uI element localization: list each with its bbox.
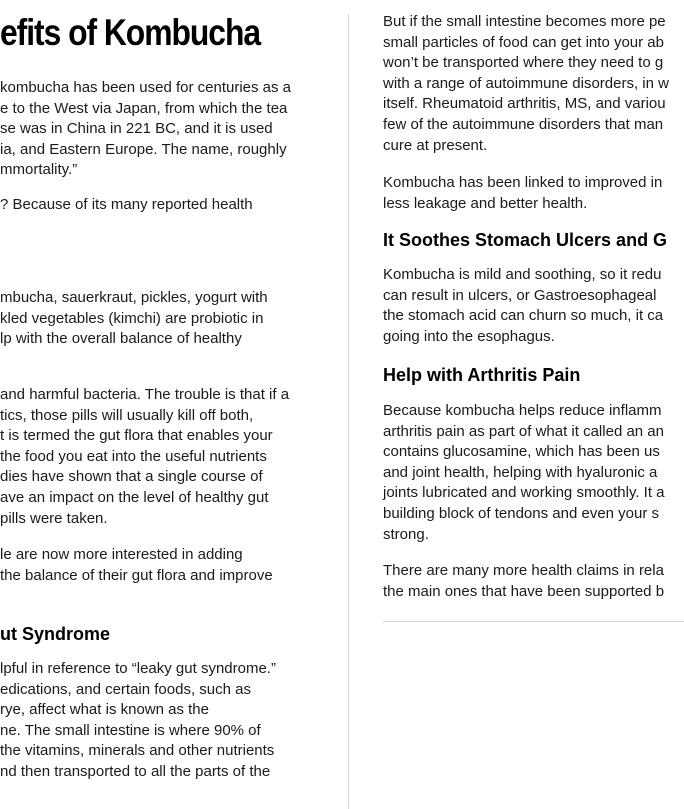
text-line: ave an impact on the level of healthy gut: [0, 488, 269, 506]
text-line: building block of tendons and even your s: [383, 504, 660, 522]
text-line: won’t be transported where they need to g: [383, 54, 664, 72]
text-line: joints lubricated and working smoothly. It a: [383, 484, 665, 502]
paragraph: [383, 173, 662, 214]
text-line: ne. The small intestine is where 90% of: [0, 721, 261, 739]
paragraph: [383, 12, 669, 156]
text-line: t is termed the gut flora that enables your: [0, 427, 273, 445]
text-line: the vitamins, minerals and other nutrients: [0, 742, 275, 760]
text-line: contains glucosamine, which has been us: [383, 443, 660, 461]
section-heading: ut Syndrome: [0, 624, 111, 644]
text-line: tics, those pills will usually kill off both,: [0, 406, 254, 424]
text-line: small particles of food can get into your ab: [383, 33, 664, 51]
text-line: mmortality.”: [0, 161, 78, 179]
text-line: rye, affect what is known as the: [0, 701, 209, 719]
paragraph: [0, 545, 273, 586]
section-heading: Help with Arthritis Pain: [383, 365, 581, 385]
text-line: going into the esophagus.: [383, 327, 555, 345]
paragraph: [383, 265, 663, 347]
paragraph: [0, 385, 289, 529]
text-line: le are now more interested in adding: [0, 546, 243, 563]
text-line: ia, and Eastern Europe. The name, roughly: [0, 140, 287, 158]
text-line: the food you eat into the useful nutrients: [0, 447, 267, 465]
text-line: se was in China in 221 BC, and it is used: [0, 120, 273, 138]
text-line: nd then transported to all the parts of the: [0, 762, 271, 780]
text-line: But if the small intestine becomes more pe: [383, 13, 666, 30]
column-divider: [348, 14, 349, 809]
text-line: and joint health, helping with hyaluronic a: [383, 463, 658, 481]
text-line: the main ones that have been supported b: [383, 582, 665, 600]
text-line: the stomach acid can churn so much, it ca: [383, 307, 664, 325]
text-line: the balance of their gut flora and improve: [0, 566, 273, 584]
text-line: less leakage and better health.: [383, 194, 588, 212]
text-line: arthritis pain as part of what it called an an: [383, 422, 664, 440]
text-line: e to the West via Japan, from which the tea: [0, 99, 288, 117]
text-line: ? Because of its many reported health: [0, 196, 253, 213]
text-line: strong.: [383, 525, 429, 543]
text-line: dies have shown that a single course of: [0, 468, 263, 486]
paragraph: [383, 561, 664, 602]
text-line: edications, and certain foods, such as: [0, 680, 251, 698]
text-line: Kombucha is mild and soothing, so it redu: [383, 266, 662, 283]
paragraph: [0, 78, 291, 181]
text-line: Because kombucha helps reduce inflamm: [383, 402, 662, 419]
text-line: few of the autoimmune disorders that man: [383, 115, 664, 133]
text-line: itself. Rheumatoid arthritis, MS, and variou: [383, 95, 666, 113]
horizontal-rule: [383, 621, 684, 622]
paragraph: [0, 288, 268, 350]
section-heading: It Soothes Stomach Ulcers and G: [383, 230, 668, 250]
text-line: can result in ulcers, or Gastroesophageal: [383, 286, 657, 304]
text-line: kled vegetables (kimchi) are probiotic in: [0, 309, 264, 327]
text-line: Kombucha has been linked to improved in: [383, 174, 663, 191]
text-line: mbucha, sauerkraut, pickles, yogurt with: [0, 289, 268, 306]
text-line: lp with the overall balance of healthy: [0, 330, 242, 348]
article-title: efits of Kombucha: [0, 12, 261, 53]
text-line: cure at present.: [383, 136, 488, 154]
text-line: There are many more health claims in rela: [383, 562, 664, 579]
paragraph: [0, 195, 253, 216]
text-line: and harmful bacteria. The trouble is that if a: [0, 386, 290, 403]
text-line: pills were taken.: [0, 509, 108, 527]
paragraph: [383, 401, 665, 545]
text-line: with a range of autoimmune disorders, in w: [383, 74, 669, 92]
text-line: lpful in reference to “leaky gut syndrome.”: [0, 660, 276, 677]
paragraph: [0, 659, 276, 783]
text-line: kombucha has been used for centuries as a: [0, 79, 292, 96]
